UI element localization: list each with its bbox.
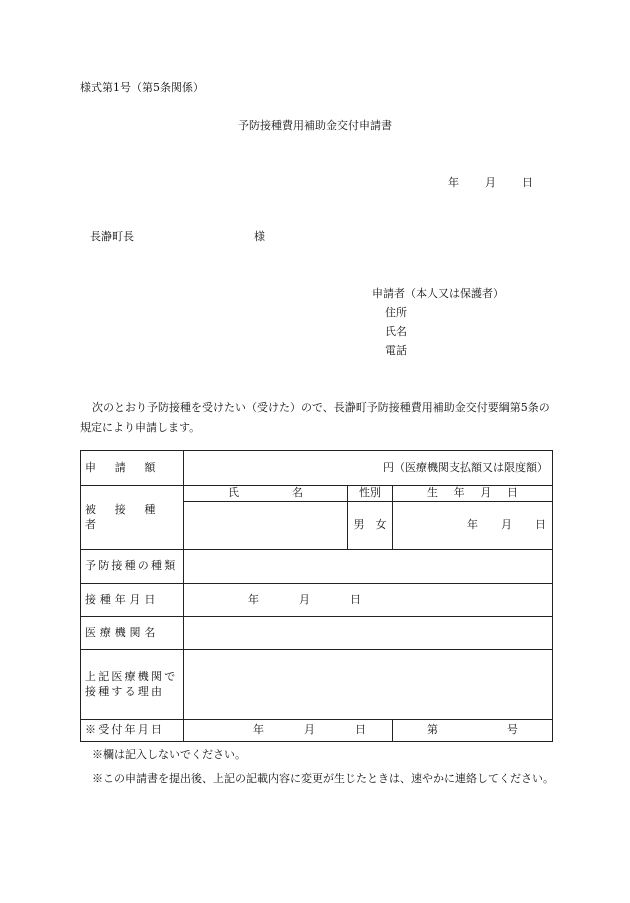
received-row [81, 720, 553, 742]
vaccine-type-field[interactable] [184, 550, 553, 584]
received-date-label: ※受付年月日 [81, 720, 184, 742]
applicant-phone-label: 電話 [385, 344, 407, 357]
applicant-heading: 申請者（本人又は保護者） [372, 287, 504, 300]
amount-field[interactable]: 円（医療機関支払額又は限度額） [184, 451, 553, 486]
intro-text: 次のとおり予防接種を受けたい（受けた）ので、長瀞町予防接種費用補助金交付要綱第5条の規定により申請します。 [80, 401, 550, 434]
form-title: 予防接種費用補助金交付申請書 [238, 119, 392, 132]
receipt-number-field: 第 号 [393, 720, 553, 742]
notes [92, 746, 554, 794]
application-table [80, 450, 553, 742]
vaccine-type-row [81, 550, 553, 584]
recipient-sex-field[interactable]: 男 女 [348, 502, 393, 550]
applicant-name-label: 氏名 [385, 325, 407, 338]
reason-label-line-2: 接種する理由 [85, 684, 165, 698]
submission-date [448, 177, 533, 188]
date-day: 日 [522, 176, 533, 189]
vaccine-type-label: 予防接種の種類 [81, 550, 184, 584]
recipient-label: 被 接 種 者 [81, 486, 184, 550]
vaccination-date-row [81, 584, 553, 617]
date-year: 年 [448, 176, 459, 189]
recipient-birth-field[interactable]: 年 月 日 [393, 502, 553, 550]
reason-field[interactable] [184, 650, 553, 720]
addressee-name: 長瀞町長 [90, 230, 134, 243]
form-number: 様式第1号（第5条関係） [80, 81, 204, 94]
amount-row [81, 451, 553, 486]
col-birth-header: 生 年 月 日 [393, 486, 553, 502]
institution-label: 医療機関名 [81, 617, 184, 650]
addressee-honorific: 様 [254, 230, 265, 243]
date-month: 月 [485, 176, 496, 189]
reason-label-line-1: 上記医療機関で [85, 669, 178, 683]
reason-row [81, 650, 553, 720]
recipient-header-row [81, 486, 553, 502]
reason-label [81, 650, 184, 720]
col-name-header: 氏 名 [184, 486, 348, 502]
note-item: ※この申請書を提出後、上記の記載内容に変更が生じたときは、速やかに連絡してください。 [92, 772, 554, 785]
vaccination-date-field[interactable]: 年 月 日 [184, 584, 553, 617]
note-item: ※欄は記入しないでください。 [92, 748, 246, 761]
vaccination-date-label: 接種年月日 [81, 584, 184, 617]
amount-label: 申 請 額 [81, 451, 184, 486]
recipient-name-field[interactable] [184, 502, 348, 550]
received-date-field: 年 月 日 [184, 720, 393, 742]
applicant-address-label: 住所 [385, 306, 407, 319]
institution-row [81, 617, 553, 650]
col-sex-header: 性別 [348, 486, 393, 502]
institution-field[interactable] [184, 617, 553, 650]
